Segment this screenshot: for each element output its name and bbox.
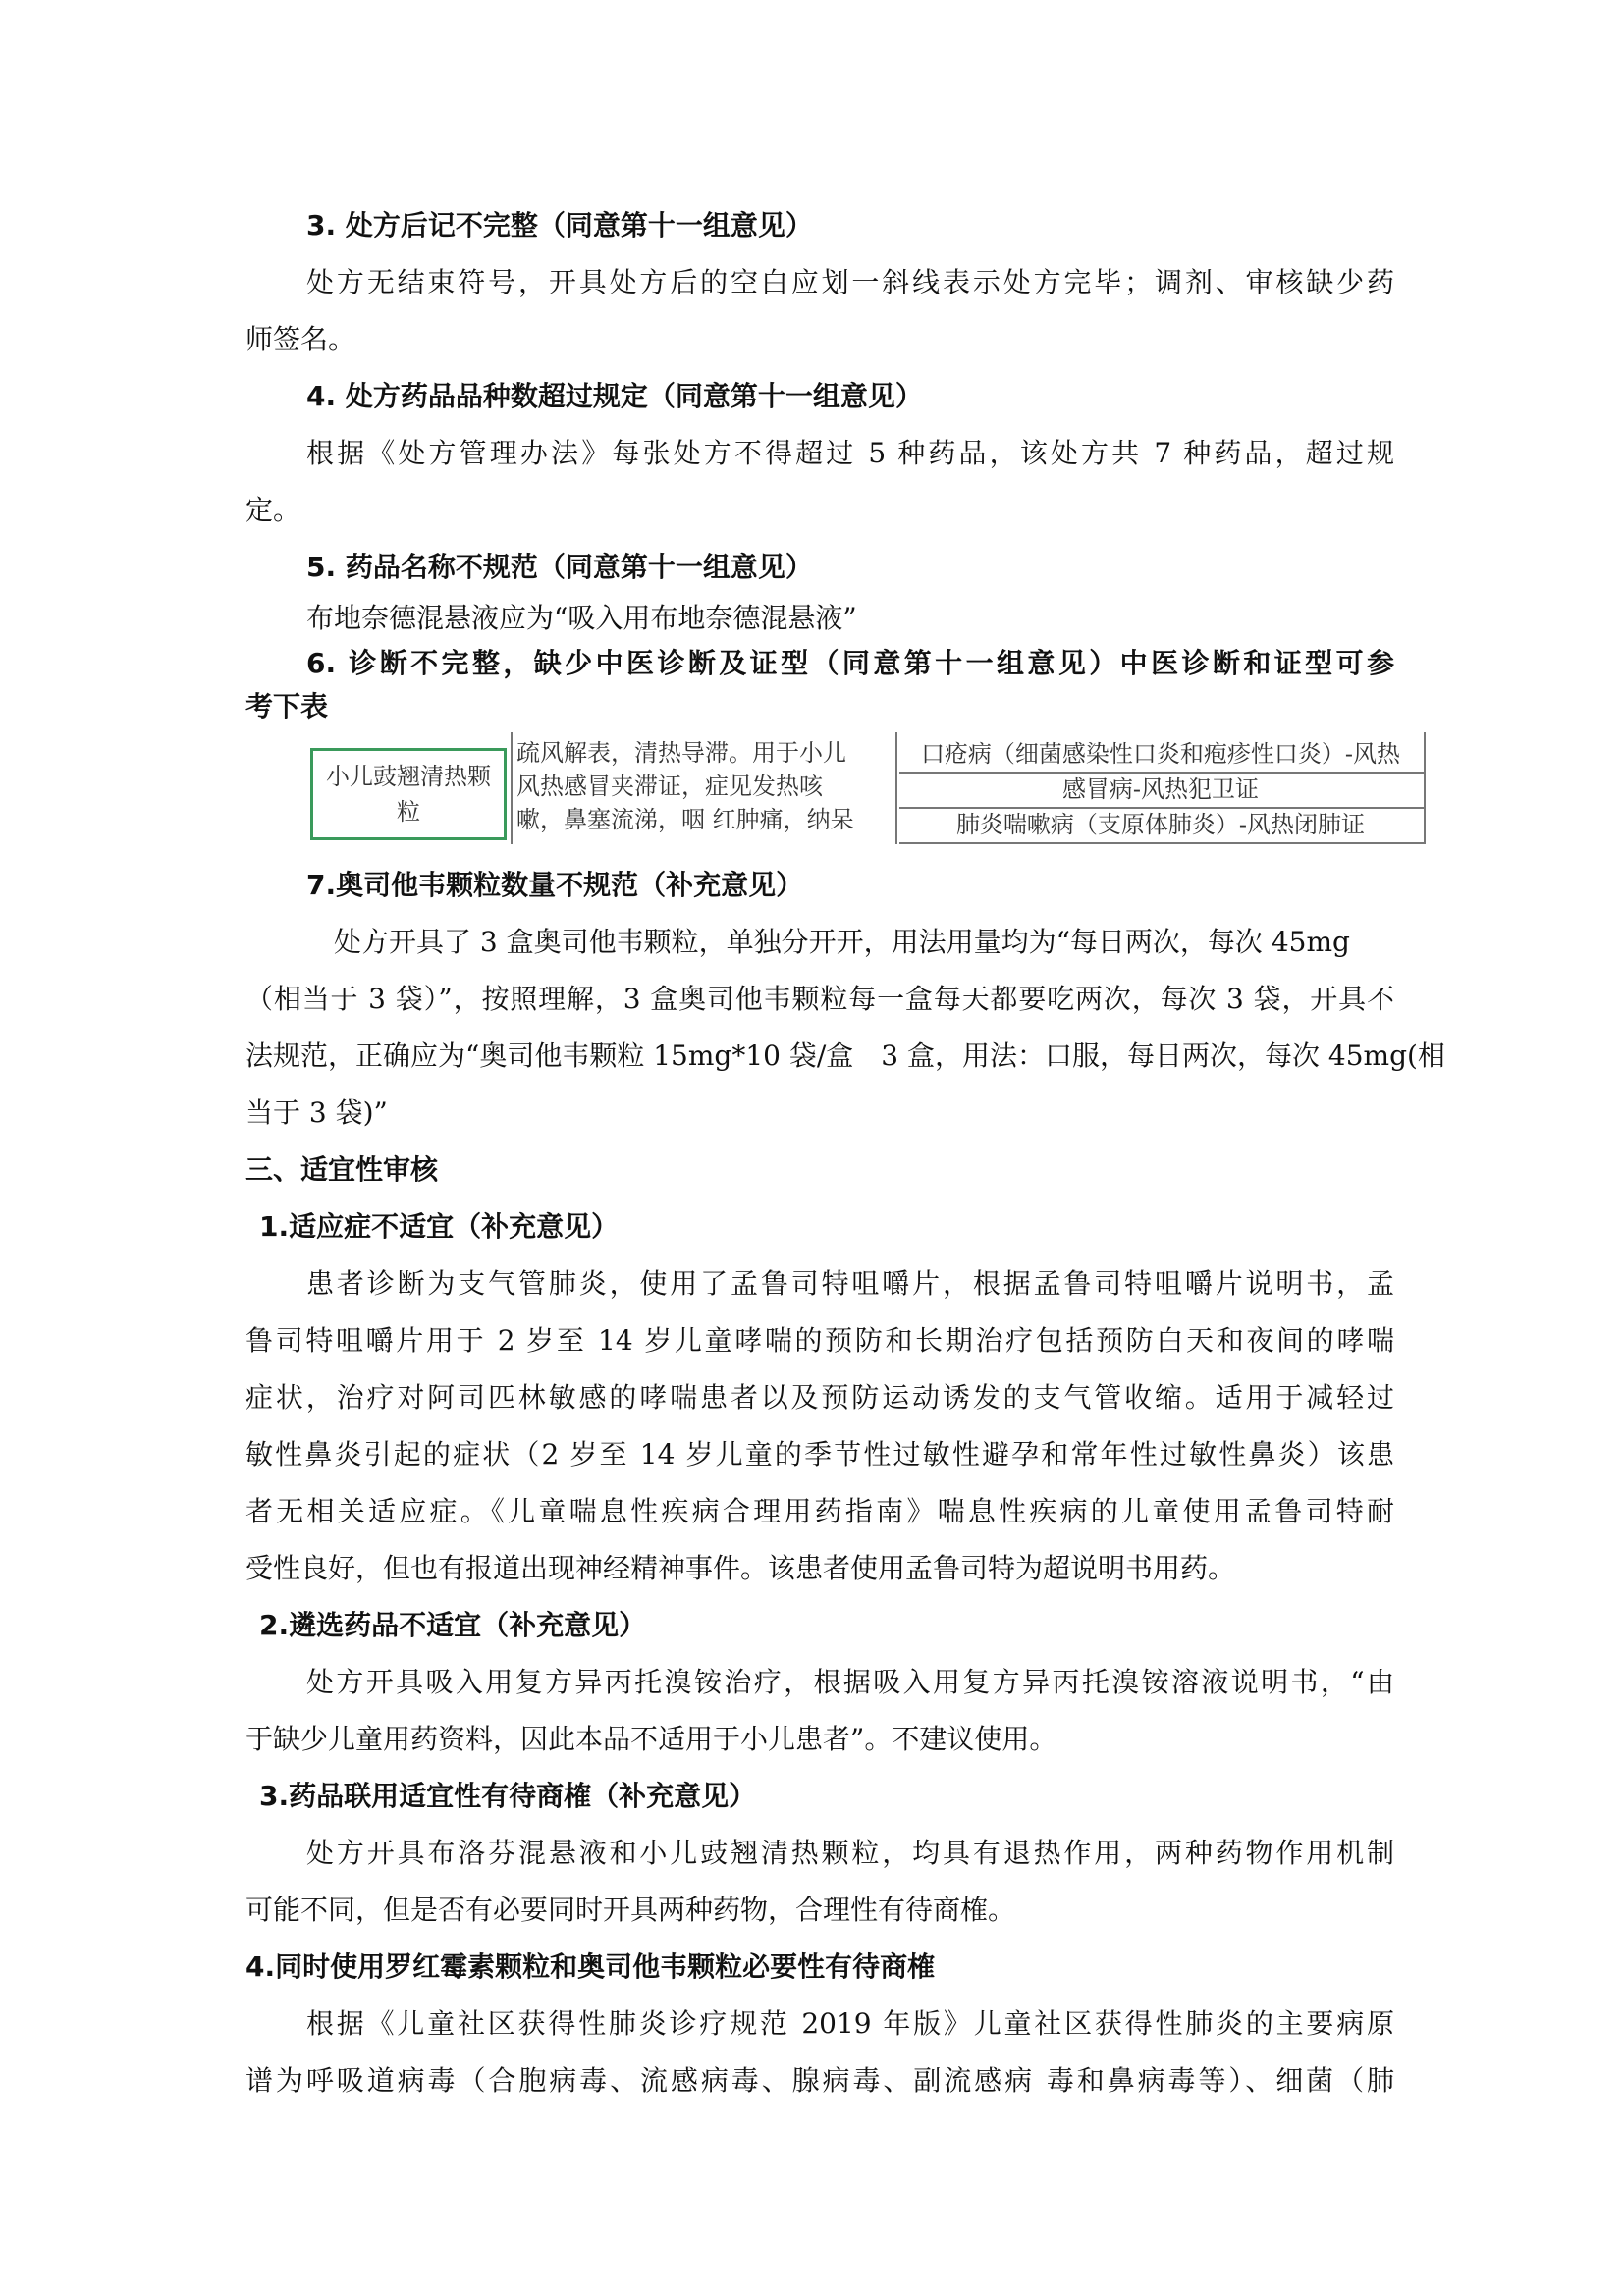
paragraph-line: （相当于 3 袋）”，按照理解，3 盒奥司他韦颗粒每一盒每天都要吃两次，每次 3 袋，开具不 <box>245 983 1394 1015</box>
heading-diagnosis: 6. 诊断不完整，缺少中医诊断及证型（同意第十一组意见）中医诊断和证型可参 <box>306 647 1394 679</box>
paragraph-line: 法规范，正确应为“奥司他韦颗粒 15mg*10 袋/盒 3 盒，用法：口服，每日两次，每次 45mg(相 <box>245 1040 1445 1072</box>
heading-indication: 1.适应症不适宜（补充意见） <box>259 1210 620 1243</box>
paragraph-line: 处方开具吸入用复方异丙托溴铵治疗，根据吸入用复方异丙托溴铵溶液说明书，“由 <box>306 1666 1394 1698</box>
indication-line: 嗽，鼻塞流涕，咽 红肿痛，纳呆 <box>516 806 854 833</box>
paragraph-line: 当于 3 袋)” <box>245 1096 388 1129</box>
table-diagnosis-row: 口疮病（细菌感染性口炎和疱疹性口炎）-风热 <box>920 740 1401 768</box>
table-drug-cell: 小儿豉翘清热颗粒 <box>310 748 507 840</box>
paragraph-line: 处方开具布洛芬混悬液和小儿豉翘清热颗粒，均具有退热作用，两种药物作用机制 <box>306 1837 1394 1869</box>
diagnosis-table-image <box>310 732 1434 844</box>
paragraph-line: 症状，治疗对阿司匹林敏感的哮喘患者以及预防运动诱发的支气管收缩。适用于减轻过 <box>245 1381 1394 1414</box>
heading-drug-count: 4. 处方药品品种数超过规定（同意第十一组意见） <box>306 380 923 412</box>
paragraph-line: 布地奈德混悬液应为“吸入用布地奈德混悬液” <box>306 602 857 634</box>
paragraph-line: 患者诊断为支气管肺炎，使用了孟鲁司特咀嚼片，根据孟鲁司特咀嚼片说明书，孟 <box>306 1267 1394 1300</box>
indication-line: 疏风解表，清热导滞。用于小儿 <box>516 739 846 767</box>
paragraph-line: 鲁司特咀嚼片用于 2 岁至 14 岁儿童哮喘的预防和长期治疗包括预防白天和夜间的哮喘 <box>245 1324 1394 1357</box>
paragraph-line: 受性良好，但也有报道出现神经精神事件。该患者使用孟鲁司特为超说明书用药。 <box>245 1552 1236 1584</box>
paragraph-line: 谱为呼吸道病毒（合胞病毒、流感病毒、腺病毒、副流感病 毒和鼻病毒等）、细菌（肺 <box>245 2064 1394 2097</box>
heading-roxithromycin-oseltamivir: 4.同时使用罗红霉素颗粒和奥司他韦颗粒必要性有待商榷 <box>245 1950 936 1983</box>
paragraph-line: 于缺少儿童用药资料，因此本品不适用于小儿患者”。不建议使用。 <box>245 1723 1057 1755</box>
paragraph-line: 根据《处方管理办法》每张处方不得超过 5 种药品，该处方共 7 种药品，超过规 <box>306 437 1394 469</box>
paragraph-line: 师签名。 <box>245 323 356 355</box>
paragraph-line: 根据《儿童社区获得性肺炎诊疗规范 2019 年版》儿童社区获得性肺炎的主要病原 <box>306 2007 1394 2040</box>
heading-prescription-postscript: 3. 处方后记不完整（同意第十一组意见） <box>306 209 813 241</box>
paragraph-line: 处方无结束符号，开具处方后的空白应划一斜线表示处方完毕；调剂、审核缺少药 <box>306 266 1394 298</box>
paragraph-line: 处方开具了 3 盒奥司他韦颗粒，单独分开开，用法用量均为“每日两次，每次 45mg <box>334 926 1350 958</box>
table-diagnosis-row: 肺炎喘嗽病（支原体肺炎）-风热闭肺证 <box>955 811 1366 838</box>
paragraph-line: 可能不同，但是否有必要同时开具两种药物，合理性有待商榷。 <box>245 1894 1016 1926</box>
heading-oseltamivir-quantity: 7.奥司他韦颗粒数量不规范（补充意见） <box>306 869 804 901</box>
heading-drug-selection: 2.遴选药品不适宜（补充意见） <box>259 1609 647 1641</box>
section-heading-suitability: 三、适宜性审核 <box>245 1153 439 1186</box>
table-indication-cell <box>516 736 890 836</box>
table-diagnosis-row: 感冒病-风热犯卫证 <box>1061 775 1260 803</box>
heading-drug-name: 5. 药品名称不规范（同意第十一组意见） <box>306 551 813 583</box>
paragraph-line: 者无相关适应症。《儿童喘息性疾病合理用药指南》喘息性疾病的儿童使用孟鲁司特耐 <box>245 1495 1394 1527</box>
paragraph-line: 敏性鼻炎引起的症状（2 岁至 14 岁儿童的季节性过敏性避孕和常年性过敏性鼻炎）该患 <box>245 1438 1394 1470</box>
paragraph-line: 定。 <box>245 494 301 526</box>
heading-diagnosis-cont: 考下表 <box>245 690 329 722</box>
indication-line: 风热感冒夹滞证，症见发热咳 <box>516 773 823 800</box>
heading-combination: 3.药品联用适宜性有待商榷（补充意见） <box>259 1780 757 1812</box>
